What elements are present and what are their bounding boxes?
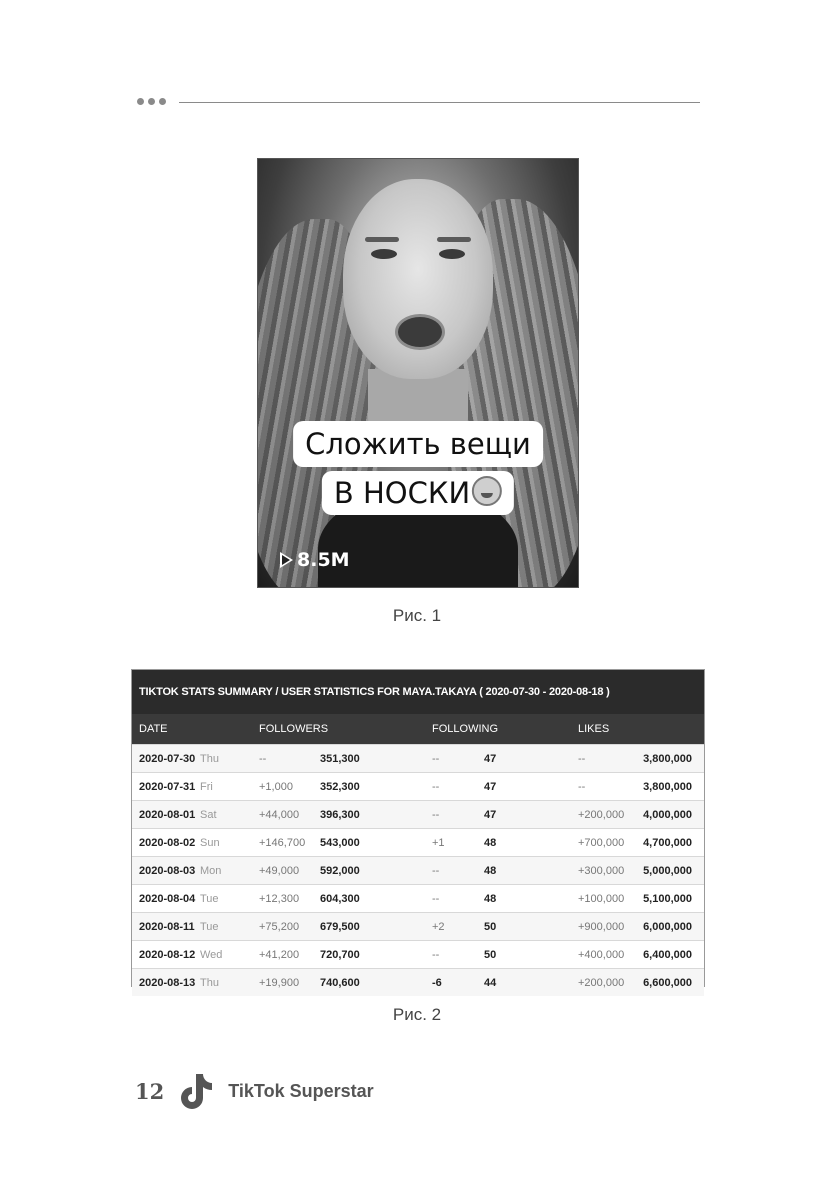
cell-followers: 352,300: [320, 781, 360, 793]
cell-followers: 351,300: [320, 753, 360, 765]
cell-likes: 6,600,000: [643, 977, 692, 989]
cell-following: 48: [484, 893, 497, 905]
cell-fwchg: +1: [432, 837, 445, 849]
tiktok-logo-icon: [178, 1072, 214, 1110]
header-followers: FOLLOWERS: [259, 723, 329, 735]
cell-fchg: +1,000: [259, 781, 293, 793]
cell-lchg: --: [578, 753, 586, 765]
cell-likes: 5,000,000: [643, 865, 692, 877]
cell-following: 48: [484, 837, 497, 849]
page-number: 12: [135, 1078, 165, 1104]
cell-likes: 4,000,000: [643, 809, 692, 821]
header-following: FOLLOWING: [432, 723, 499, 735]
cell-day: Fri: [200, 781, 213, 793]
cell-day: Tue: [200, 893, 219, 905]
cell-date: 2020-07-31: [139, 781, 196, 793]
cell-likes: 6,000,000: [643, 921, 692, 933]
header-likes: LIKES: [578, 723, 610, 735]
cell-followers: 543,000: [320, 837, 360, 849]
cell-followers: 720,700: [320, 949, 360, 961]
cell-date: 2020-08-13: [139, 977, 196, 989]
cell-following: 48: [484, 865, 497, 877]
cell-followers: 396,300: [320, 809, 360, 821]
cell-date: 2020-07-30: [139, 753, 196, 765]
zany-face-emoji-icon: [472, 476, 502, 506]
cell-fwchg: --: [432, 949, 440, 961]
header-date: DATE: [139, 723, 168, 735]
table-row: [132, 884, 704, 912]
cell-followers: 679,500: [320, 921, 360, 933]
cell-likes: 5,100,000: [643, 893, 692, 905]
cell-fchg: +75,200: [259, 921, 300, 933]
cell-fchg: +146,700: [259, 837, 306, 849]
cell-following: 47: [484, 809, 497, 821]
header-rule: [137, 98, 700, 110]
cell-day: Thu: [200, 977, 219, 989]
cell-followers: 740,600: [320, 977, 360, 989]
cell-date: 2020-08-03: [139, 865, 196, 877]
cell-date: 2020-08-02: [139, 837, 196, 849]
figure-1-caption: Рис. 1: [392, 606, 442, 625]
cell-lchg: +200,000: [578, 809, 625, 821]
cell-following: 44: [484, 977, 497, 989]
cell-fwchg: --: [432, 893, 440, 905]
cell-fwchg: --: [432, 809, 440, 821]
cell-lchg: +700,000: [578, 837, 625, 849]
cell-fchg: --: [259, 753, 267, 765]
cell-fwchg: -6: [432, 977, 442, 989]
book-title: TikTok Superstar: [228, 1080, 374, 1101]
cell-likes: 3,800,000: [643, 781, 692, 793]
table-row: [132, 940, 704, 968]
table-row: [132, 744, 704, 772]
ellipsis-icon: [137, 98, 166, 105]
table-row: [132, 800, 704, 828]
table-header-row: [132, 714, 704, 744]
cell-fwchg: --: [432, 753, 440, 765]
video-caption-line1: Сложить вещи: [293, 421, 543, 467]
table-row: [132, 856, 704, 884]
cell-followers: 604,300: [320, 893, 360, 905]
cell-lchg: +400,000: [578, 949, 625, 961]
page-footer: [135, 1072, 374, 1110]
cell-day: Thu: [200, 753, 219, 765]
cell-day: Sun: [200, 837, 220, 849]
cell-fchg: +41,200: [259, 949, 300, 961]
table-row: [132, 772, 704, 800]
table-title: TIKTOK STATS SUMMARY / USER STATISTICS FOR MAYA.TAKAYA ( 2020-07-30 - 2020-08-18 ): [132, 670, 704, 714]
view-count: [280, 549, 350, 571]
cell-date: 2020-08-04: [139, 893, 196, 905]
cell-fchg: +12,300: [259, 893, 300, 905]
cell-day: Wed: [200, 949, 223, 961]
cell-fwchg: +2: [432, 921, 445, 933]
cell-likes: 4,700,000: [643, 837, 692, 849]
cell-day: Sat: [200, 809, 217, 821]
view-count-value: 8.5M: [297, 549, 350, 571]
cell-lchg: +900,000: [578, 921, 625, 933]
tiktok-video-thumbnail: [257, 158, 579, 588]
cell-lchg: --: [578, 781, 586, 793]
play-icon: [280, 552, 293, 568]
stats-table: [131, 669, 705, 987]
figure-2-caption: Рис. 2: [392, 1005, 442, 1024]
cell-day: Tue: [200, 921, 219, 933]
cell-lchg: +300,000: [578, 865, 625, 877]
cell-lchg: +200,000: [578, 977, 625, 989]
table-row: [132, 912, 704, 940]
cell-following: 47: [484, 781, 497, 793]
cell-likes: 6,400,000: [643, 949, 692, 961]
table-body: [132, 744, 704, 996]
table-row: [132, 968, 704, 996]
cell-fwchg: --: [432, 865, 440, 877]
cell-fchg: +49,000: [259, 865, 300, 877]
cell-date: 2020-08-01: [139, 809, 196, 821]
cell-fchg: +44,000: [259, 809, 300, 821]
face-image: [343, 179, 493, 379]
divider-line: [179, 102, 700, 103]
cell-fchg: +19,900: [259, 977, 300, 989]
cell-likes: 3,800,000: [643, 753, 692, 765]
table-row: [132, 828, 704, 856]
cell-following: 50: [484, 921, 497, 933]
cell-date: 2020-08-12: [139, 949, 196, 961]
cell-lchg: +100,000: [578, 893, 625, 905]
video-caption-line2: В НОСКИ: [322, 471, 514, 515]
cell-day: Mon: [200, 865, 222, 877]
cell-followers: 592,000: [320, 865, 360, 877]
cell-fwchg: --: [432, 781, 440, 793]
cell-date: 2020-08-11: [139, 921, 195, 933]
cell-following: 47: [484, 753, 497, 765]
cell-following: 50: [484, 949, 497, 961]
